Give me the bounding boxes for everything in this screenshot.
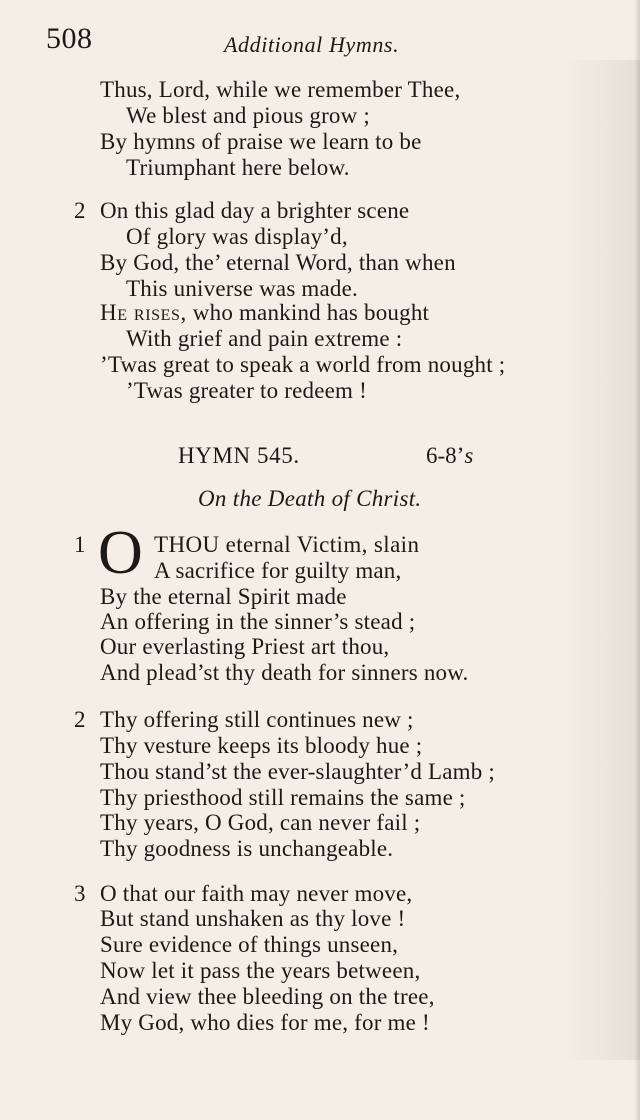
verse-line: This universe was made. [126, 276, 358, 301]
verse-line: ’Twas greater to redeem ! [126, 378, 367, 403]
verse-line: But stand unshaken as thy love ! [100, 906, 406, 931]
page-number: 508 [46, 22, 93, 55]
page-header [46, 22, 606, 62]
hymn-heading: HYMN 545. [178, 443, 300, 468]
verse-number: 1 [74, 532, 86, 557]
verse-line: O that our faith may never move, [100, 881, 413, 906]
verse-line: ’Twas great to speak a world from nought ; [100, 352, 506, 377]
page-bleed-through [560, 60, 640, 1060]
verse-line: By hymns of praise we learn to be [100, 129, 422, 154]
verse-line: Thy offering still continues new ; [100, 707, 414, 732]
verse-line: And view thee bleeding on the tree, [100, 984, 435, 1009]
verse-line: Thy vesture keeps its bloody hue ; [100, 733, 423, 758]
verse-line: An offering in the sinner’s stead ; [100, 609, 416, 634]
hymn-subtitle: On the Death of Christ. [198, 486, 422, 511]
verse-line: By God, the’ eternal Word, than when [100, 250, 456, 275]
verse-line: Thy goodness is unchangeable. [100, 836, 394, 861]
verse-number: 3 [74, 881, 86, 906]
verse-line: A sacrifice for guilty man, [154, 558, 402, 583]
verse-line: Thou stand’st the ever-slaughter’d Lamb ; [100, 759, 496, 784]
running-title: Additional Hymns. [224, 32, 400, 57]
verse-number: 2 [74, 707, 86, 732]
verse-line-rest: who mankind has bought [186, 300, 430, 325]
verse-line: On this glad day a brighter scene [100, 198, 410, 223]
verse-number: 2 [74, 198, 86, 223]
drop-cap: O [98, 519, 143, 587]
verse-line: Our everlasting Priest art thou, [100, 634, 390, 659]
page-gutter-shadow [634, 0, 640, 1120]
verse-line: Now let it pass the years between, [100, 958, 421, 983]
verse-line: And plead’st thy death for sinners now. [100, 660, 469, 685]
small-caps-text: He rises, [100, 300, 187, 325]
verse-line: By the eternal Spirit made [100, 584, 347, 609]
verse-line: Thy priesthood still remains the same ; [100, 785, 466, 810]
hymn-meter [426, 443, 473, 469]
verse-line: Thy years, O God, can never fail ; [100, 810, 421, 835]
verse-line: My God, who dies for me, for me ! [100, 1010, 430, 1035]
hymn-meter-suffix: s [464, 443, 474, 468]
verse-line: Thus, Lord, while we remember Thee, [100, 77, 461, 102]
hymn-meter-number: 6-8’ [426, 443, 465, 468]
verse-line: Of glory was display’d, [126, 224, 348, 249]
verse-line [100, 300, 429, 326]
verse-line: Sure evidence of things unseen, [100, 932, 399, 957]
verse-line: Triumphant here below. [126, 155, 350, 180]
verse-line: THOU eternal Victim, slain [154, 532, 420, 557]
verse-line: We blest and pious grow ; [126, 103, 370, 128]
verse-line: With grief and pain extreme : [126, 326, 403, 351]
